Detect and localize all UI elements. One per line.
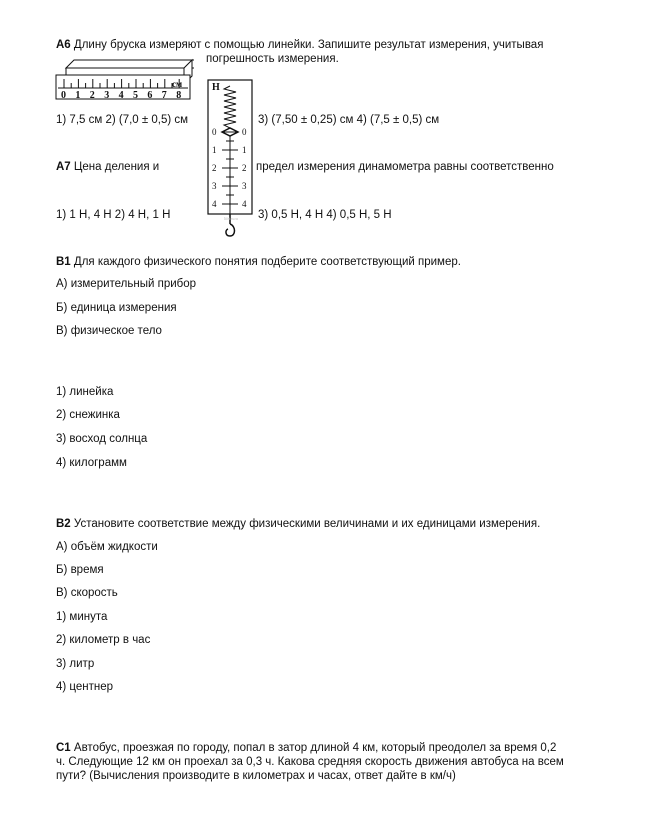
ruler-tick-label: 8 — [176, 90, 182, 101]
a6-question-line1 — [56, 38, 543, 52]
ruler-tick-label: 1 — [75, 90, 81, 101]
a6-answers-right: 3) (7,50 ± 0,25) см 4) (7,5 ± 0,5) см — [258, 114, 440, 126]
b2-question — [56, 517, 540, 531]
b1-option-1: 1) линейка — [56, 386, 114, 398]
a7-text-right: предел измерения динамометра равны соответственно — [256, 161, 554, 173]
b1-item-b: Б) единица измерения — [56, 302, 177, 314]
b1-question — [56, 255, 461, 269]
a7-question-left — [56, 160, 159, 174]
c1-text-line1: Автобус, проезжая по городу, попал в затор длиной 4 км, который преодолел за время 0,2 — [73, 742, 557, 754]
c1-text-line3: пути? (Вычисления производите в километрах и часах, ответ дайте в км/ч) — [56, 770, 456, 782]
b1-option-3: 3) восход солнца — [56, 433, 148, 445]
a6-text-line2: погрешность измерения. — [206, 53, 339, 65]
ruler-tick-label: 0 — [61, 90, 66, 101]
b1-option-4: 4) килограмм — [56, 457, 127, 469]
dynamometer-right-label: 4 — [242, 199, 247, 209]
a7-answers-right: 3) 0,5 Н, 4 Н 4) 0,5 Н, 5 Н — [258, 209, 392, 221]
c1-label: С1 — [56, 742, 71, 754]
b1-item-a: А) измерительный прибор — [56, 278, 197, 290]
b2-label: В2 — [56, 518, 71, 530]
b2-option-3: 3) литр — [56, 658, 95, 670]
ruler-tick-label: 5 — [133, 90, 138, 101]
b2-item-a: А) объём жидкости — [56, 541, 158, 553]
dynamometer-right-label: 2 — [242, 163, 247, 173]
a7-label: А7 — [56, 161, 71, 173]
a6-answers-left: 1) 7,5 см 2) (7,0 ± 0,5) см — [56, 114, 189, 126]
a7-text-left: Цена деления и — [73, 161, 160, 173]
c1-question-line1 — [56, 741, 556, 755]
dynamometer-unit: Н — [212, 82, 220, 93]
dynamometer-left-label: 4 — [212, 199, 217, 209]
a6-text-line1: Длину бруска измеряют с помощью линейки. Запишите результат измерения, учитывая — [73, 39, 544, 51]
dynamometer-right-label: 1 — [242, 145, 247, 155]
ruler-tick-label: 3 — [104, 90, 110, 101]
a6-label: А6 — [56, 39, 71, 51]
b1-item-v: В) физическое тело — [56, 325, 162, 337]
dynamometer-left-label: 2 — [212, 163, 217, 173]
ruler-figure — [54, 52, 194, 104]
b2-option-4: 4) центнер — [56, 681, 114, 693]
b2-option-1: 1) минута — [56, 611, 108, 623]
dynamometer-figure — [204, 76, 260, 244]
ruler-unit: см — [172, 79, 183, 89]
b1-text: Для каждого физического понятия подберите соответствующий пример. — [73, 256, 461, 268]
a7-answers-left: 1) 1 Н, 4 Н 2) 4 Н, 1 Н — [56, 209, 171, 221]
block-top — [66, 60, 194, 68]
ruler-tick-label: 6 — [147, 90, 153, 101]
ruler-tick-label: 4 — [118, 90, 124, 101]
b1-label: В1 — [56, 256, 71, 268]
b2-option-2: 2) километр в час — [56, 634, 151, 646]
dynamometer-left-label: 3 — [212, 181, 217, 191]
c1-text-line2: ч. Следующие 12 км он проехал за 0,3 ч. Какова средняя скорость движения автобуса на всем — [56, 756, 564, 768]
b2-item-b: Б) время — [56, 564, 104, 576]
b2-item-v: В) скорость — [56, 587, 118, 599]
ruler-tick-label: 7 — [161, 90, 167, 101]
hook-icon — [226, 224, 235, 236]
dynamometer-left-label: 1 — [212, 145, 217, 155]
watermark-text: lifetm.ru — [224, 216, 238, 221]
ruler-tick-label: 2 — [89, 90, 95, 101]
b1-option-2: 2) снежинка — [56, 409, 120, 421]
dynamometer-left-label: 0 — [212, 127, 217, 137]
dynamometer-right-label: 0 — [242, 127, 247, 137]
b2-text: Установите соответствие между физическими величинами и их единицами измерения. — [73, 518, 541, 530]
dynamometer-right-label: 3 — [242, 181, 247, 191]
